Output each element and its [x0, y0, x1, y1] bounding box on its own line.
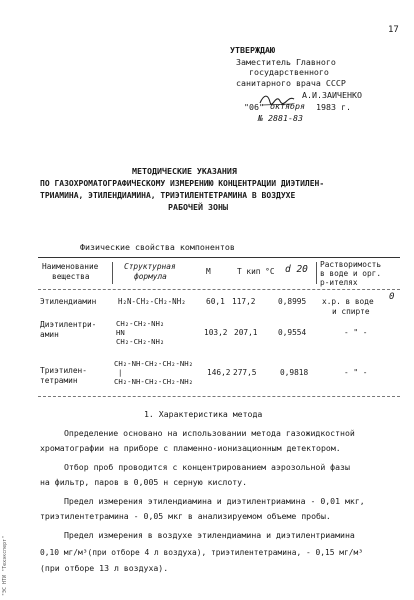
approval-number: № 2881-83 — [258, 113, 303, 123]
paragraph-line: 0,10 мг/м³(при отборе 4 л воздуха), триэтилентетрамина, - 0,15 мг/м³ — [40, 548, 364, 557]
header-solubility-2: в воде и орг. — [320, 269, 382, 278]
table-bottom-rule — [38, 396, 400, 397]
cell-solubility: - " - — [344, 328, 368, 337]
cell-name-1: Триэтилен- — [40, 366, 87, 375]
cell-formula-3: CH₂-NH-CH₂-CH₂-NH₂ — [114, 377, 194, 386]
cell-tkip: 117,2 — [232, 297, 256, 306]
paragraph-line: Определение основано на использовании метода газожидкостной — [64, 428, 355, 438]
header-name-1: Наименование — [42, 262, 99, 271]
cell-tkip: 277,5 — [233, 368, 257, 377]
cell-solubility-1: х.р. в воде — [322, 297, 374, 306]
header-m: М — [206, 267, 211, 276]
cell-name-2: амин — [40, 330, 59, 339]
title-line-2: ПО ГАЗОХРОМАТОГРАФИЧЕСКОМУ ИЗМЕРЕНИЮ КОНЦЕНТРАЦИИ ДИЭТИЛЕН- — [40, 179, 325, 188]
approval-date-month: октября — [270, 101, 305, 111]
cell-density: 0,9554 — [278, 328, 307, 337]
cell-name-2: тетрамин — [40, 376, 78, 385]
header-name-2: вещества — [52, 272, 90, 281]
paragraph-line: (при отборе 13 л воздуха). — [40, 563, 169, 573]
approval-date-year: 1983 г. — [316, 102, 351, 112]
paragraph-line: на фильтр, паров в 0,005 н серную кислоту. — [40, 477, 248, 487]
header-formula-2: формула — [134, 272, 167, 281]
cell-formula-1: CH₂-NH-CH₂-CH₂-NH₂ — [114, 359, 194, 368]
cell-solubility: - " - — [344, 368, 368, 377]
cell-m: 60,1 — [206, 297, 225, 306]
approval-line-2: государственного — [249, 67, 329, 77]
table-caption: Физические свойства компонентов — [80, 242, 235, 252]
paragraph-line: триэтилентетрамина - 0,05 мкг в анализируемом объеме пробы. — [40, 511, 331, 521]
table-divider-1 — [112, 262, 113, 284]
header-tkip: Т кип °С — [237, 267, 275, 276]
table-top-rule — [38, 257, 400, 258]
header-solubility-1: Растворимость — [320, 260, 382, 269]
cell-density: 0,9818 — [280, 368, 309, 377]
approval-signer: А.И.ЗАИЧЕНКО — [302, 90, 362, 100]
side-note: "ЭС НТИ "Техэксперт" — [2, 535, 8, 596]
approval-line-3: санитарного врача СССР — [236, 78, 346, 88]
section-heading: 1. Характеристика метода — [144, 409, 263, 419]
title-line-3: ТРИАМИНА, ЭТИЛЕНДИАМИНА, ТРИЭТИЛЕНТЕТРАМИНА В ВОЗДУХЕ — [40, 191, 296, 200]
page-number: 17 — [388, 25, 399, 35]
margin-mark: 0 — [389, 292, 395, 302]
approval-title: УТВЕРЖДАЮ — [230, 45, 275, 55]
cell-solubility-2: и спирте — [332, 307, 370, 316]
table-divider-2 — [316, 262, 317, 284]
cell-formula-2: HN — [116, 328, 125, 337]
cell-formula: H₂N-CH₂-CH₂-NH₂ — [118, 297, 186, 306]
header-formula-1: Структурная — [124, 262, 176, 271]
cell-tkip: 207,1 — [234, 328, 258, 337]
cell-m: 103,2 — [204, 328, 228, 337]
paragraph-line: Отбор проб проводится с концентрированием аэрозольной фазы — [64, 462, 350, 472]
header-density: d 20 — [285, 264, 308, 275]
cell-name: Этилендиамин — [40, 297, 97, 306]
title-line-4: РАБОЧЕЙ ЗОНЫ — [168, 202, 228, 212]
approval-line-1: Заместитель Главного — [236, 57, 336, 67]
header-solubility-3: р-ителях — [320, 278, 358, 287]
table-header-rule — [38, 289, 400, 290]
title-line-1: МЕТОДИЧЕСКИЕ УКАЗАНИЯ — [132, 166, 237, 176]
approval-date-day: "06" — [244, 102, 264, 112]
cell-formula-3: CH₂-CH₂-NH₂ — [116, 337, 165, 346]
cell-formula-1: CH₂-CH₂-NH₂ — [116, 319, 165, 328]
cell-m: 146,2 — [207, 368, 231, 377]
paragraph-line: Предел измерения в воздухе этилендиамина и диэтилентриамина — [64, 530, 355, 540]
paragraph-line: хроматографии на приборе с пламенно-ионизационным детектором. — [40, 443, 341, 453]
cell-name-1: Диэтилентри- — [40, 320, 97, 329]
cell-formula-2: | — [118, 368, 123, 377]
cell-density: 0,8995 — [278, 297, 307, 306]
paragraph-line: Предел измерения этилендиамина и диэтилентриамина - 0,01 мкг, — [64, 496, 365, 506]
